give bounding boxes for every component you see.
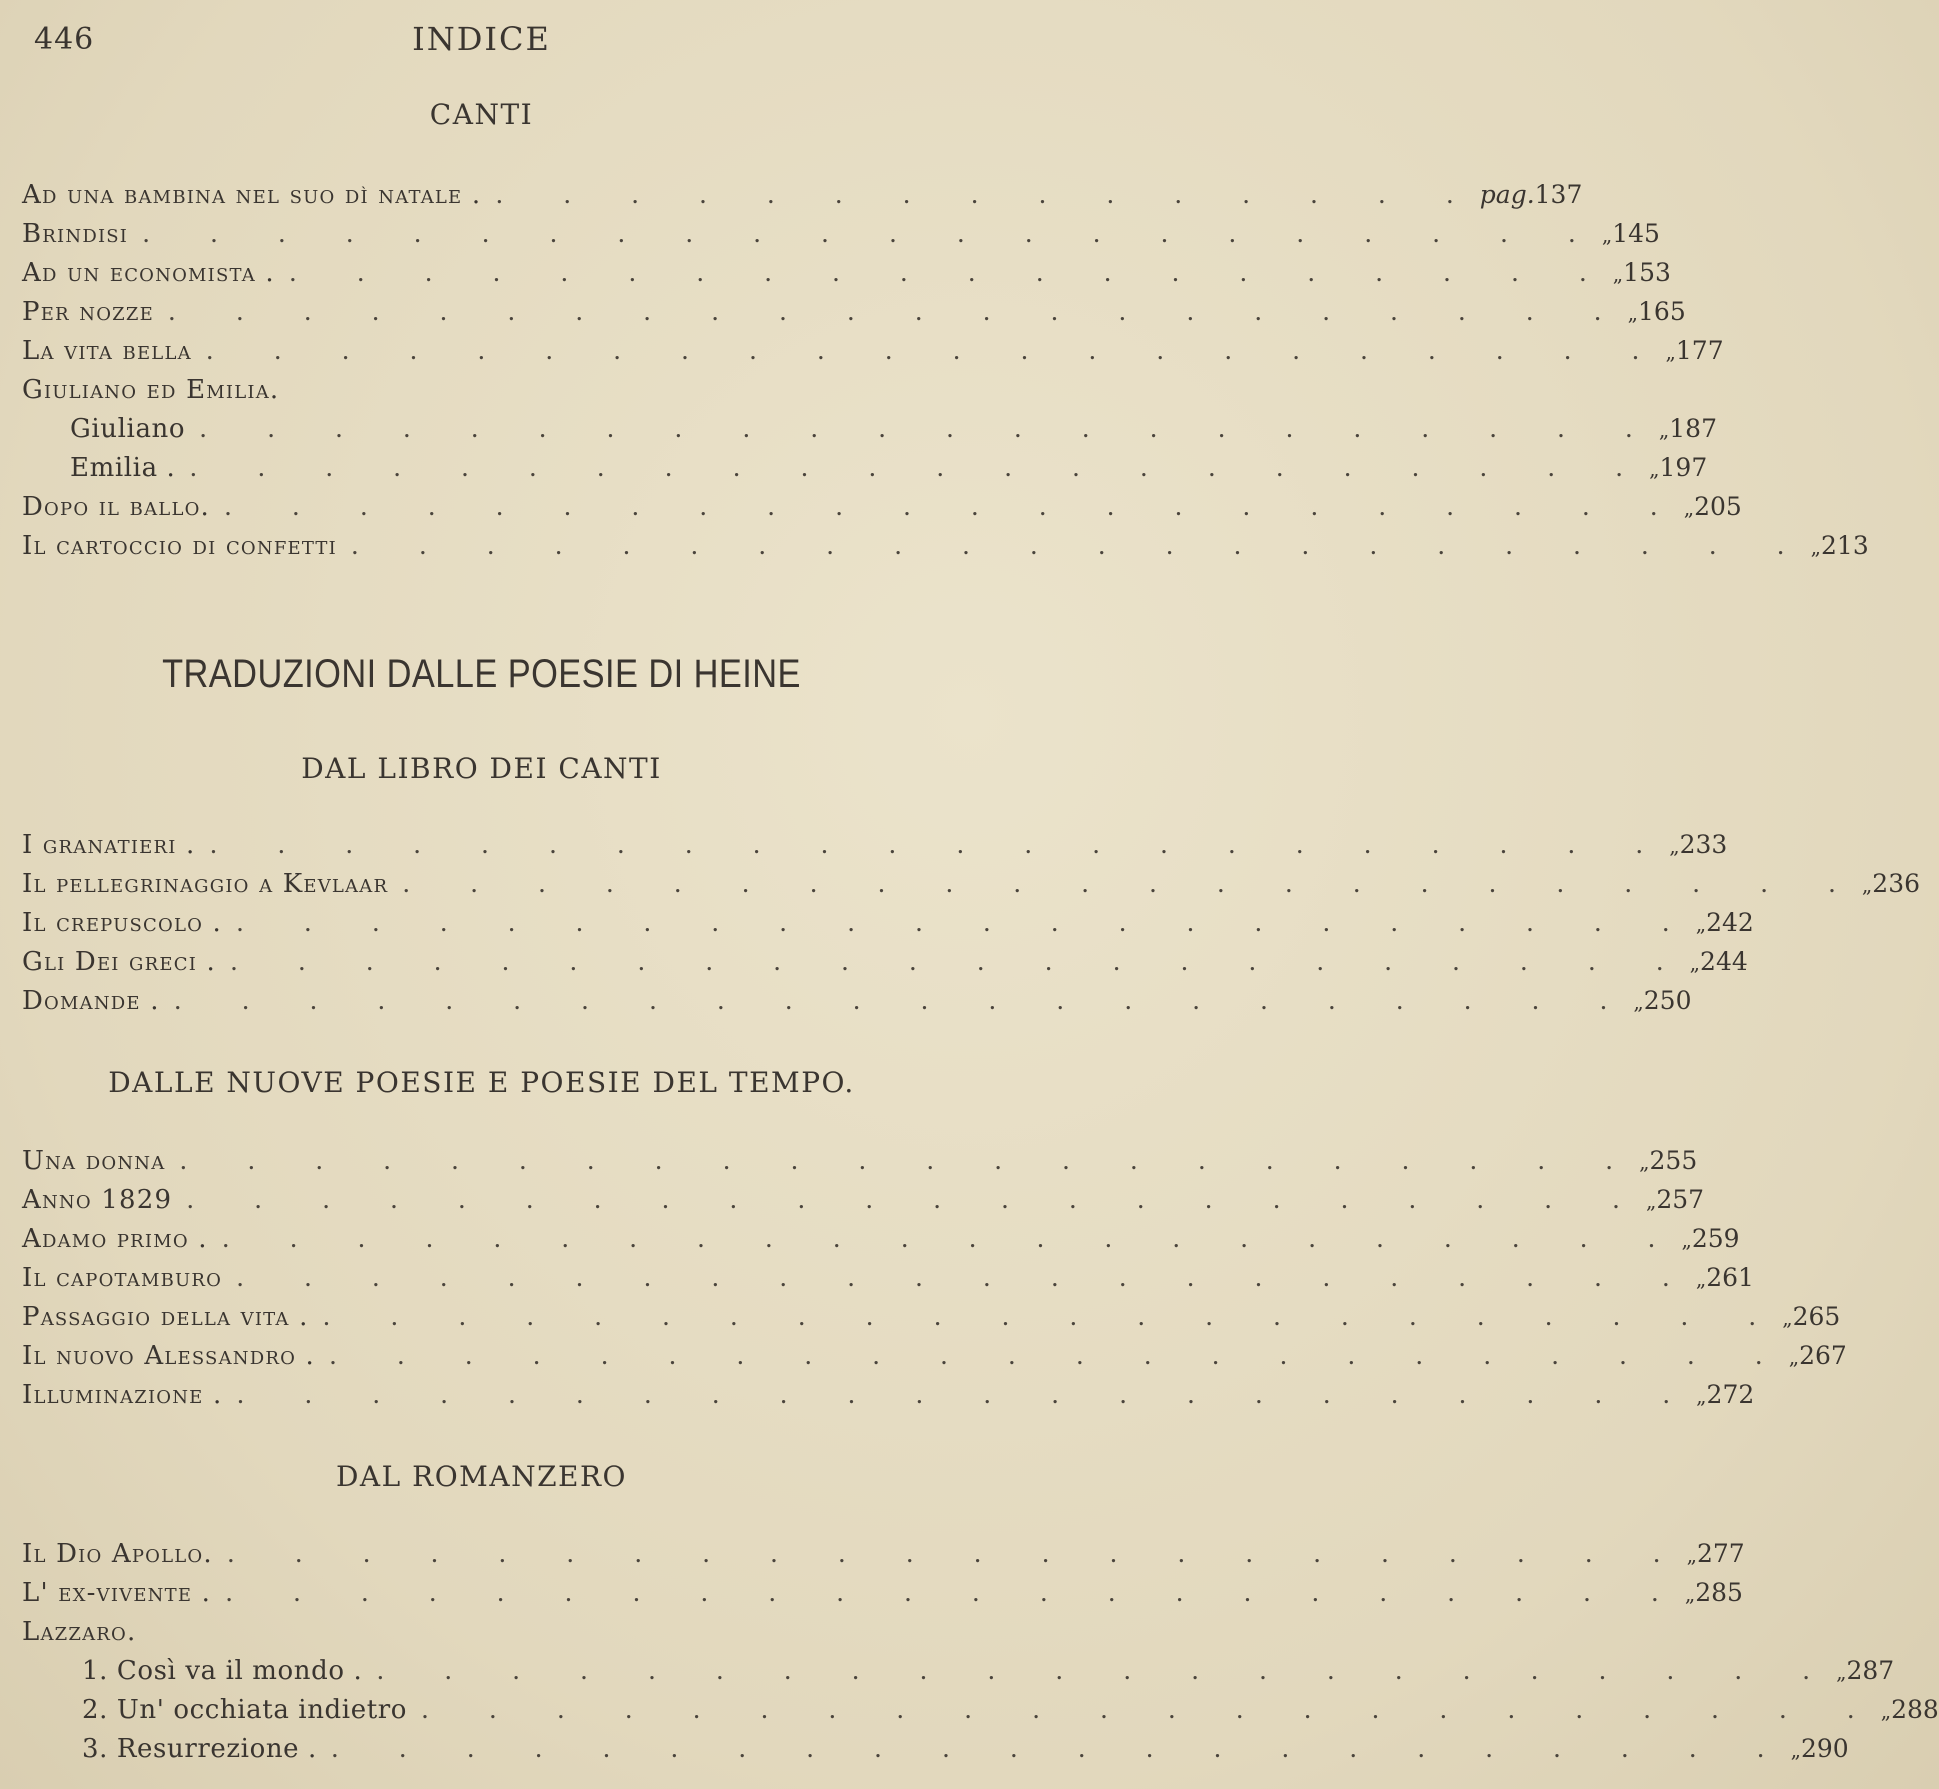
ditto-mark: „ bbox=[1665, 340, 1676, 364]
entry-page: 242 bbox=[1706, 908, 1754, 937]
entry-page: 259 bbox=[1691, 1224, 1740, 1253]
toc-entry bbox=[22, 1263, 1754, 1299]
section-heading-libro-canti: DAL LIBRO DEI CANTI bbox=[301, 752, 662, 785]
entry-title: Giuliano ed Emilia. bbox=[22, 375, 280, 405]
entry-title: 3. Resurrezione . bbox=[82, 1734, 317, 1764]
dot-leader: . . . . . . . . . . . . . . . . . . . . . . bbox=[322, 1302, 1783, 1331]
part-heading-traduzioni: TRADUZIONI DALLE POESIE DI HEINE bbox=[162, 652, 801, 696]
toc-entry bbox=[22, 1578, 1743, 1614]
dot-leader: . . . . . . . . . . . . . . . . . . . . . . bbox=[205, 336, 1666, 365]
toc-entry bbox=[22, 908, 1754, 944]
page-number: 446 bbox=[34, 22, 95, 57]
toc-entry-group-title bbox=[22, 1617, 934, 1653]
dot-leader: . . . . . . . . . . . . . . . . . . . . . . bbox=[142, 219, 1602, 248]
toc-entry bbox=[22, 986, 1692, 1022]
entry-title: Brindisi bbox=[22, 219, 129, 249]
ditto-mark: „ bbox=[1686, 1543, 1697, 1567]
ditto-mark: „ bbox=[1658, 418, 1670, 442]
entry-title: Ad una bambina nel suo dì natale . bbox=[22, 180, 482, 210]
ditto-mark: „ bbox=[1695, 912, 1707, 936]
entry-title: Il cartoccio di confetti bbox=[22, 531, 337, 561]
entry-title: Gli Dei greci . bbox=[22, 947, 216, 977]
entry-page: 187 bbox=[1669, 414, 1717, 443]
dot-leader: . . . . . . . . . . . . . . . . . . . . . . bbox=[209, 830, 1670, 859]
entry-page: 153 bbox=[1623, 258, 1671, 287]
toc-entry bbox=[22, 1341, 1847, 1377]
ditto-mark: „ bbox=[1681, 1228, 1692, 1252]
toc-entry bbox=[22, 830, 1728, 866]
entry-page: 177 bbox=[1675, 336, 1724, 365]
ditto-mark: „ bbox=[1649, 457, 1660, 481]
section-heading-nuove-poesie: DALLE NUOVE POESIE E POESIE DEL TEMPO. bbox=[108, 1066, 855, 1099]
entry-title: Emilia . bbox=[70, 453, 176, 483]
entry-page: 288 bbox=[1891, 1695, 1939, 1724]
page-abbrev: pag. bbox=[1479, 180, 1535, 209]
toc-entry bbox=[70, 453, 1708, 489]
ditto-mark: „ bbox=[1646, 1189, 1657, 1213]
dot-leader: . . . . . . . . . . . . . . . . . . . . . . bbox=[402, 869, 1862, 898]
toc-entry bbox=[82, 1656, 1895, 1692]
dot-leader: . . . . . . . . . . . . . . . . . . . . . . bbox=[199, 414, 1659, 443]
ditto-mark: „ bbox=[1695, 1267, 1707, 1291]
entry-page: 267 bbox=[1799, 1341, 1847, 1370]
ditto-mark: „ bbox=[1601, 223, 1613, 247]
ditto-mark: „ bbox=[1627, 301, 1639, 325]
entry-page: 257 bbox=[1656, 1185, 1705, 1214]
entry-page: 261 bbox=[1706, 1263, 1754, 1292]
dot-leader: . . . . . . . . . . . . . . . . . . . . . . bbox=[186, 1185, 1646, 1214]
dot-leader: . . . . . . . . . . . . . . . . . . . . . . bbox=[330, 1734, 1791, 1763]
dot-leader: . . . . . . . . . . . . . . . . . . . . . . bbox=[189, 453, 1650, 482]
toc-entry-group-title bbox=[22, 375, 934, 411]
entry-page: 285 bbox=[1695, 1578, 1743, 1607]
toc-entry bbox=[22, 531, 1869, 567]
entry-title: Dopo il ballo. bbox=[22, 492, 211, 522]
toc-entry bbox=[22, 947, 1748, 983]
entry-page: 290 bbox=[1801, 1734, 1849, 1763]
dot-leader: . . . . . . . . . . . . . . . . . . . . . . bbox=[236, 1380, 1697, 1409]
entry-title: Lazzaro. bbox=[22, 1617, 137, 1647]
dot-leader: . . . . . . . . . . . . . . . . . . . . . . bbox=[329, 1341, 1789, 1370]
entry-page: 145 bbox=[1612, 219, 1660, 248]
entry-page: 265 bbox=[1792, 1302, 1841, 1331]
toc-entry bbox=[22, 1539, 1745, 1575]
entry-page: 205 bbox=[1694, 492, 1742, 521]
ditto-mark: „ bbox=[1669, 834, 1680, 858]
ditto-mark: „ bbox=[1788, 1345, 1800, 1369]
dot-leader: . . . . . . . . . . . . . . . . . . . . . . bbox=[229, 947, 1690, 976]
ditto-mark: „ bbox=[1810, 535, 1822, 559]
running-title: INDICE bbox=[412, 20, 551, 58]
dot-leader: . . . . . . . . . . . . . . . . . . . . . . bbox=[167, 297, 1628, 326]
entry-title: L' ex-vivente . bbox=[22, 1578, 212, 1608]
toc-entry bbox=[70, 414, 1717, 450]
entry-title: 1. Così va il mondo . bbox=[82, 1656, 363, 1686]
entry-title: Il pellegrinaggio a Kevlaar bbox=[22, 869, 389, 899]
toc-entry bbox=[22, 219, 1660, 255]
dot-leader: . . . . . . . . . . . . . . . . . . . . . . bbox=[421, 1695, 1881, 1724]
dot-leader: . . . . . . . . . . . . . . . . . . . . . . bbox=[226, 1539, 1687, 1568]
dot-leader: . . . . . . . . . . . . . . . . . . . . . . bbox=[350, 531, 1811, 560]
entry-title: Giuliano bbox=[70, 414, 186, 444]
entry-page: 244 bbox=[1700, 947, 1748, 976]
ditto-mark: „ bbox=[1836, 1660, 1847, 1684]
ditto-mark: „ bbox=[1689, 951, 1701, 975]
ditto-mark: „ bbox=[1684, 1582, 1696, 1606]
ditto-mark: „ bbox=[1639, 1150, 1650, 1174]
entry-page: 233 bbox=[1679, 830, 1728, 859]
dot-leader: . . . . . . . . . . . . . . . . . . . . . . bbox=[173, 986, 1634, 1015]
toc-entry bbox=[22, 180, 1583, 216]
ditto-mark: „ bbox=[1880, 1699, 1892, 1723]
entry-page: 197 bbox=[1659, 453, 1708, 482]
entry-page: 255 bbox=[1649, 1146, 1698, 1175]
entry-title: Il nuovo Alessandro . bbox=[22, 1341, 315, 1371]
toc-entry bbox=[22, 869, 1921, 905]
entry-title: 2. Un' occhiata indietro bbox=[82, 1695, 408, 1725]
entry-title: La vita bella bbox=[22, 336, 192, 366]
entry-title: Una donna bbox=[22, 1146, 166, 1176]
dot-leader: . . . . . . . . . . . . . . . . . . . . . . bbox=[225, 1578, 1685, 1607]
entry-title: Il crepuscolo . bbox=[22, 908, 223, 938]
entry-page: 272 bbox=[1706, 1380, 1755, 1409]
dot-leader: . . . . . . . . . . . . . . . . . . . . . . bbox=[376, 1656, 1837, 1685]
entry-page: 137 bbox=[1534, 180, 1583, 209]
dot-leader: . . . . . . . . . . . . . . . . . . . . . . bbox=[236, 908, 1696, 937]
section-heading-romanzero: DAL ROMANZERO bbox=[335, 1460, 628, 1493]
toc-entry bbox=[22, 1146, 1698, 1182]
ditto-mark: „ bbox=[1612, 262, 1624, 286]
entry-title: Domande . bbox=[22, 986, 160, 1016]
ditto-mark: „ bbox=[1782, 1306, 1793, 1330]
ditto-mark: „ bbox=[1683, 496, 1695, 520]
toc-entry bbox=[22, 1185, 1705, 1221]
entry-title: Ad un economista . bbox=[22, 258, 275, 288]
dot-leader: . . . . . . . . . . . . . . . . . . . . bbox=[288, 258, 1613, 287]
entry-title: Passaggio della vita . bbox=[22, 1302, 309, 1332]
ditto-mark: „ bbox=[1696, 1384, 1707, 1408]
entry-page: 165 bbox=[1638, 297, 1686, 326]
ditto-mark: „ bbox=[1861, 873, 1873, 897]
entry-page: 287 bbox=[1846, 1656, 1895, 1685]
toc-entry bbox=[22, 297, 1686, 333]
toc-entry bbox=[82, 1734, 1849, 1770]
toc-entry bbox=[22, 1380, 1755, 1416]
dot-leader: . . . . . . . . . . . . . . . . . . . . . . bbox=[179, 1146, 1640, 1175]
entry-title: Per nozze bbox=[22, 297, 154, 327]
toc-entry bbox=[22, 258, 1671, 294]
entry-title: Il Dio Apollo. bbox=[22, 1539, 213, 1569]
dot-leader: . . . . . . . . . . . . . . . . . . . . . . bbox=[221, 1224, 1682, 1253]
section-heading-canti: CANTI bbox=[429, 98, 534, 131]
dot-leader: . . . . . . . . . . . . . . . . . . . . . . bbox=[236, 1263, 1696, 1292]
ditto-mark: „ bbox=[1633, 990, 1644, 1014]
toc-entry bbox=[22, 1224, 1740, 1260]
entry-title: Anno 1829 bbox=[22, 1185, 173, 1215]
dot-leader: . . . . . . . . . . . . . . . bbox=[495, 180, 1480, 209]
entry-page: 236 bbox=[1872, 869, 1921, 898]
ditto-mark: „ bbox=[1790, 1738, 1801, 1762]
entry-page: 213 bbox=[1821, 531, 1869, 560]
entry-page: 250 bbox=[1643, 986, 1692, 1015]
toc-entry bbox=[22, 492, 1742, 528]
toc-entry bbox=[22, 336, 1724, 372]
entry-page: 277 bbox=[1696, 1539, 1745, 1568]
toc-entry bbox=[82, 1695, 1939, 1731]
entry-title: Illuminazione . bbox=[22, 1380, 223, 1410]
entry-title: Il capotamburo bbox=[22, 1263, 223, 1293]
entry-title: I granatieri . bbox=[22, 830, 196, 860]
entry-title: Adamo primo . bbox=[22, 1224, 208, 1254]
dot-leader: . . . . . . . . . . . . . . . . . . . . . . bbox=[224, 492, 1684, 521]
toc-entry bbox=[22, 1302, 1841, 1338]
